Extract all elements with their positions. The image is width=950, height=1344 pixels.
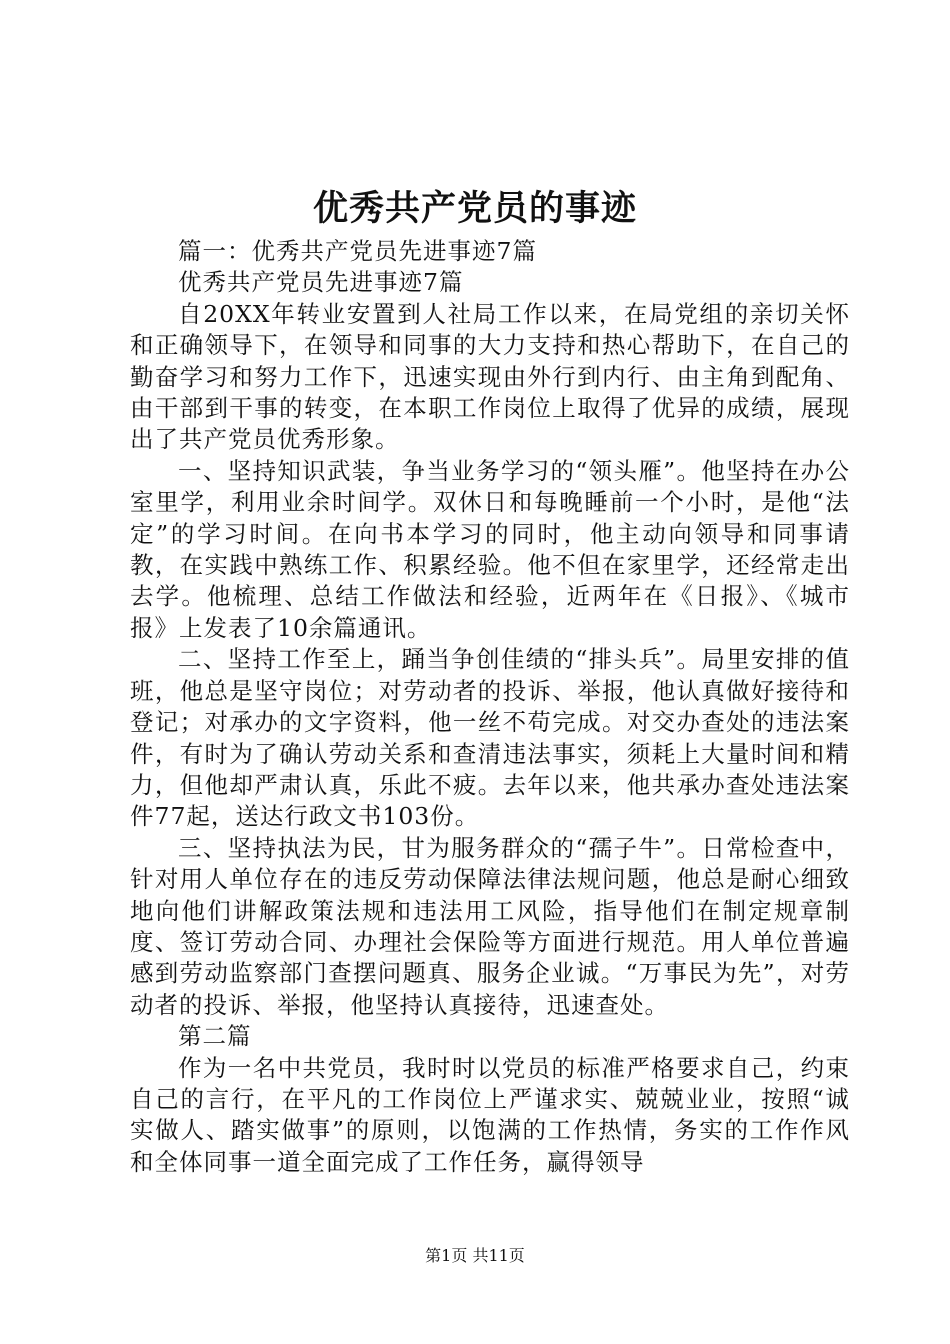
- document-title: 优秀共产党员的事迹: [312, 188, 637, 229]
- subtitle-paragraph: 优秀共产党员先进事迹7篇: [178, 268, 464, 297]
- section-heading: 第二篇: [178, 1022, 252, 1051]
- body-paragraph: 二、坚持工作至上，踊当争创佳绩的“排头兵”。局里安排的值班，他总是坚守岗位；对劳动者的投诉、举报，他认真做好接待和登记；对承办的文字资料，他一丝不苟完成。对交办查处的违法案件，有时为了确认劳动关系和查清违法事实，须耗上大量时间和精力，但他却严肃认真，乐此不疲。去年以来，他共承办查处违法案件77起，送达行政文书103份。: [130, 645, 850, 831]
- body-paragraph: 自20XX年转业安置到人社局工作以来，在局党组的亲切关怀和正确领导下，在领导和同事的大力支持和热心帮助下，在自己的勤奋学习和努力工作下，迅速实现由外行到内行、由主角到配角、由干部到干事的转变，在本职工作岗位上取得了优异的成绩，展现出了共产党员优秀形象。: [130, 299, 850, 454]
- body-paragraph: 作为一名中共党员，我时时以党员的标准严格要求自己，约束自己的言行，在平凡的工作岗位上严谨求实、兢兢业业，按照“诚实做人、踏实做事”的原则，以饱满的工作热情，务实的工作作风和全体同事一道全面完成了工作任务，赢得领导: [130, 1053, 850, 1176]
- page-footer: 第1页 共11页: [425, 1246, 525, 1265]
- section-heading: 篇一：优秀共产党员先进事迹7篇: [178, 237, 537, 265]
- body-paragraph: 一、坚持知识武装，争当业务学习的“领头雁”。他坚持在办公室里学，利用业余时间学。双休日和每晚睡前一个小时，是他“法定”的学习时间。在向书本学习的同时，他主动向领导和同事请教，在实践中熟练工作、积累经验。他不但在家里学，还经常走出去学。他梳理、总结工作做法和经验，近两年在《日报》、《城市报》上发表了10余篇通讯。: [130, 456, 850, 642]
- body-paragraph: 三、坚持执法为民，甘为服务群众的“孺子牛”。日常检查中，针对用人单位存在的违反劳动保障法律法规问题，他总是耐心细致地向他们讲解政策法规和违法用工风险，指导他们在制定规章制度、签订劳动合同、办理社会保险等方面进行规范。用人单位普遍感到劳动监察部门查摆问题真、服务企业诚。“万事民为先”，对劳动者的投诉、举报，他坚持认真接待，迅速查处。: [130, 833, 850, 1019]
- document-body: [130, 236, 850, 1178]
